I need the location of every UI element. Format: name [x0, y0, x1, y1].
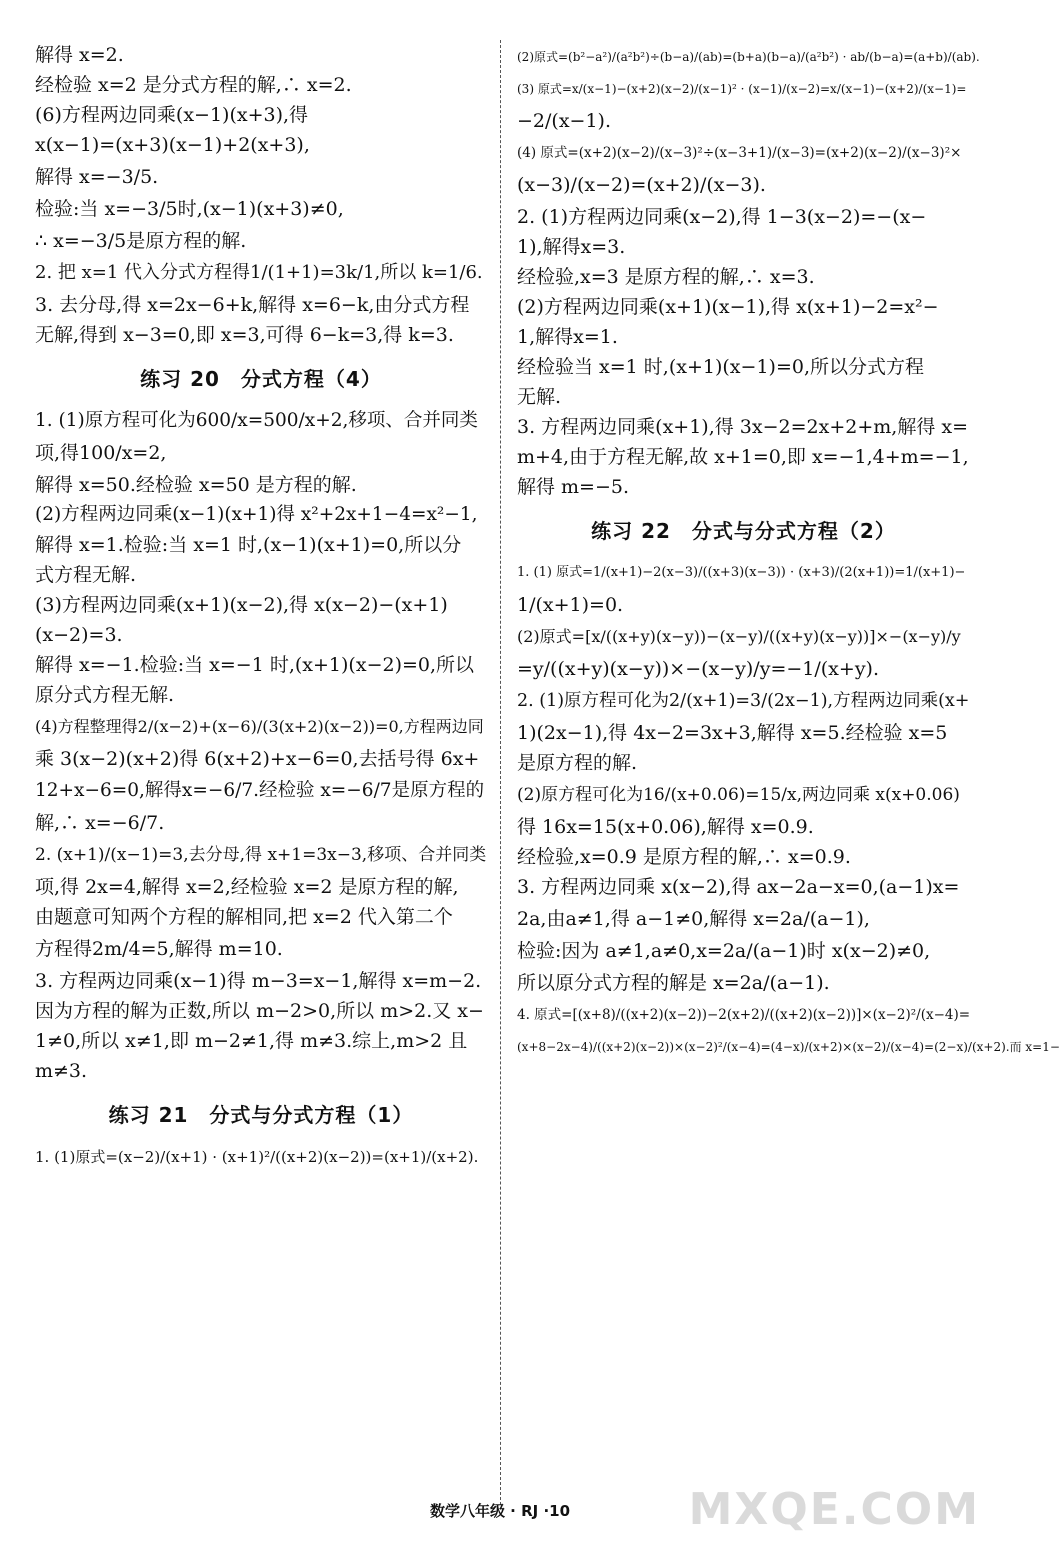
text-line: 12+x−6=0,解得x=−6/7.经检验 x=−6/7是原方程的 — [35, 780, 485, 801]
text-line: (3) 原式=x/(x−1)−(x+2)(x−2)/(x−1)² · (x−1)/(x−2)=x/(x−1)−(x+2)/(x−1)= — [517, 82, 967, 96]
text-line: 2. 把 x=1 代入分式方程得1/(1+1)=3k/1,所以 k=1/6. — [35, 262, 483, 283]
text-line: 得 16x=15(x+0.06),解得 x=0.9. — [517, 816, 814, 838]
text-line: 解得 x=−1.检验:当 x=−1 时,(x+1)(x−2)=0,所以 — [35, 654, 475, 676]
text-line: 解得 x=−3/5. — [35, 166, 159, 188]
page-footer: 数学八年级 · RJ ·10 — [429, 1502, 571, 1520]
text-line: 解,∴ x=−6/7. — [35, 812, 165, 834]
text-line: 无解,得到 x−3=0,即 x=3,可得 6−k=3,得 k=3. — [35, 324, 454, 346]
text-line: 1. (1)原式=(x−2)/(x+1) · (x+1)²/((x+2)(x−2))=(x+1)/(x+2). — [35, 1148, 479, 1166]
text-line: m+4,由于方程无解,故 x+1=0,即 x=−1,4+m=−1, — [517, 446, 969, 468]
text-line: (4) 原式=(x+2)(x−2)/(x−3)²÷(x−3+1)/(x−3)=(x+2)(x−2)/(x−3)²× — [517, 145, 962, 161]
text-line: 项,得100/x=2, — [35, 442, 167, 464]
text-line: (x+8−2x−4)/((x+2)(x−2))×(x−2)²/(x−4)=(4−x)/(x+2)×(x−2)/(x−4)=(2−x)/(x+2).而 x=1− — [517, 1040, 1060, 1054]
text-line: (x−2)=3. — [35, 624, 123, 646]
right-column — [517, 40, 1060, 1064]
text-line: 1)(2x−1),得 4x−2=3x+3,解得 x=5.经检验 x=5 — [517, 722, 948, 744]
text-line: 经检验,x=0.9 是原方程的解,∴ x=0.9. — [517, 846, 851, 868]
text-line: 解得 x=1.检验:当 x=1 时,(x−1)(x+1)=0,所以分 — [35, 534, 462, 556]
text-line: 解得 m=−5. — [517, 476, 630, 498]
text-line: m≠3. — [35, 1060, 88, 1082]
text-line: 1,解得x=1. — [517, 326, 618, 348]
section-title-22: 练习 22 分式与分式方程（2） — [591, 519, 896, 543]
text-line: 4. 原式=[(x+8)/((x+2)(x−2))−2(x+2)/((x+2)(x−2))]×(x−2)²/(x−4)= — [517, 1007, 971, 1023]
text-line: 3. 方程两边同乘 x(x−2),得 ax−2a−x=0,(a−1)x= — [517, 876, 960, 898]
text-line: (4)方程整理得2/(x−2)+(x−6)/(3(x+2)(x−2))=0,方程两边同 — [35, 717, 484, 736]
text-line: 项,得 2x=4,解得 x=2,经检验 x=2 是原方程的解, — [35, 876, 459, 898]
text-line: 1/(x+1)=0. — [517, 594, 624, 616]
text-line: 解得 x=50.经检验 x=50 是方程的解. — [35, 474, 357, 496]
text-line: 3. 去分母,得 x=2x−6+k,解得 x=6−k,由分式方程 — [35, 294, 470, 316]
text-line: −2/(x−1). — [517, 110, 611, 132]
text-line: 无解. — [517, 386, 562, 408]
column-divider — [500, 40, 501, 1505]
text-line: 式方程无解. — [35, 564, 137, 586]
text-line: ∴ x=−3/5是原方程的解. — [35, 230, 247, 252]
text-line: (2)方程两边同乘(x−1)(x+1)得 x²+2x+1−4=x²−1, — [35, 504, 478, 525]
section-title-21: 练习 21 分式与分式方程（1） — [108, 1103, 414, 1127]
text-line: 2a,由a≠1,得 a−1≠0,解得 x=2a/(a−1), — [517, 908, 870, 930]
text-line: 原分式方程无解. — [35, 684, 175, 706]
text-line: 3. 方程两边同乘(x−1)得 m−3=x−1,解得 x=m−2. — [35, 970, 482, 992]
text-line: =y/((x+y)(x−y))×−(x−y)/y=−1/(x+y). — [517, 658, 880, 680]
text-line: 3. 方程两边同乘(x+1),得 3x−2=2x+2+m,解得 x= — [517, 416, 968, 438]
watermark-logo: MXQE.COM — [688, 1484, 980, 1535]
text-line: 1. (1) 原式=1/(x+1)−2(x−3)/((x+3)(x−3)) · (x+3)/(2(x+1))=1/(x+1)− — [517, 565, 966, 580]
text-line: 方程得2m/4=5,解得 m=10. — [35, 938, 283, 960]
text-line: (x−3)/(x−2)=(x+2)/(x−3). — [517, 174, 766, 196]
text-line: 2. (1)原方程可化为2/(x+1)=3/(2x−1),方程两边同乘(x+ — [517, 691, 970, 711]
text-line: 1),解得x=3. — [517, 236, 626, 258]
text-line: (2)原方程可化为16/(x+0.06)=15/x,两边同乘 x(x+0.06) — [517, 785, 960, 805]
text-line: 由题意可知两个方程的解相同,把 x=2 代入第二个 — [35, 906, 453, 928]
text-line: 是原方程的解. — [517, 752, 638, 774]
text-line: 1. (1)原方程可化为600/x=500/x+2,移项、合并同类 — [35, 410, 478, 431]
text-line: (2)方程两边同乘(x+1)(x−1),得 x(x+1)−2=x²− — [517, 296, 939, 318]
text-line: (2)原式=[x/((x+y)(x−y))−(x−y)/((x+y)(x−y))]×−(x−y)/y — [517, 627, 961, 646]
text-line: 经检验 x=2 是分式方程的解,∴ x=2. — [35, 74, 352, 96]
text-line: 2. (1)方程两边同乘(x−2),得 1−3(x−2)=−(x− — [517, 206, 927, 228]
text-line: (2)原式=(b²−a²)/(a²b²)÷(b−a)/(ab)=(b+a)(b−a)/(a²b²) · ab/(b−a)=(a+b)/(ab). — [517, 50, 980, 64]
text-line: 1≠0,所以 x≠1,即 m−2≠1,得 m≠3.综上,m>2 且 — [35, 1030, 468, 1052]
section-title-20: 练习 20 分式方程（4） — [140, 367, 382, 391]
text-line: (3)方程两边同乘(x+1)(x−2),得 x(x−2)−(x+1) — [35, 594, 448, 616]
text-line: x(x−1)=(x+3)(x−1)+2(x+3), — [35, 134, 310, 156]
left-column — [35, 40, 487, 1174]
text-line: 检验:当 x=−3/5时,(x−1)(x+3)≠0, — [35, 198, 344, 220]
text-line: 检验:因为 a≠1,a≠0,x=2a/(a−1)时 x(x−2)≠0, — [517, 940, 931, 962]
text-line: 经检验当 x=1 时,(x+1)(x−1)=0,所以分式方程 — [517, 356, 924, 378]
text-line: 所以原分式方程的解是 x=2a/(a−1). — [517, 972, 830, 994]
text-line: 经检验,x=3 是原方程的解,∴ x=3. — [517, 266, 815, 288]
text-line: 因为方程的解为正数,所以 m−2>0,所以 m>2.又 x− — [35, 1000, 484, 1022]
text-line: 解得 x=2. — [35, 44, 124, 66]
text-line: 乘 3(x−2)(x+2)得 6(x+2)+x−6=0,去括号得 6x+ — [35, 748, 480, 770]
text-line: (6)方程两边同乘(x−1)(x+3),得 — [35, 104, 309, 126]
text-line: 2. (x+1)/(x−1)=3,去分母,得 x+1=3x−3,移项、合并同类 — [35, 845, 487, 865]
